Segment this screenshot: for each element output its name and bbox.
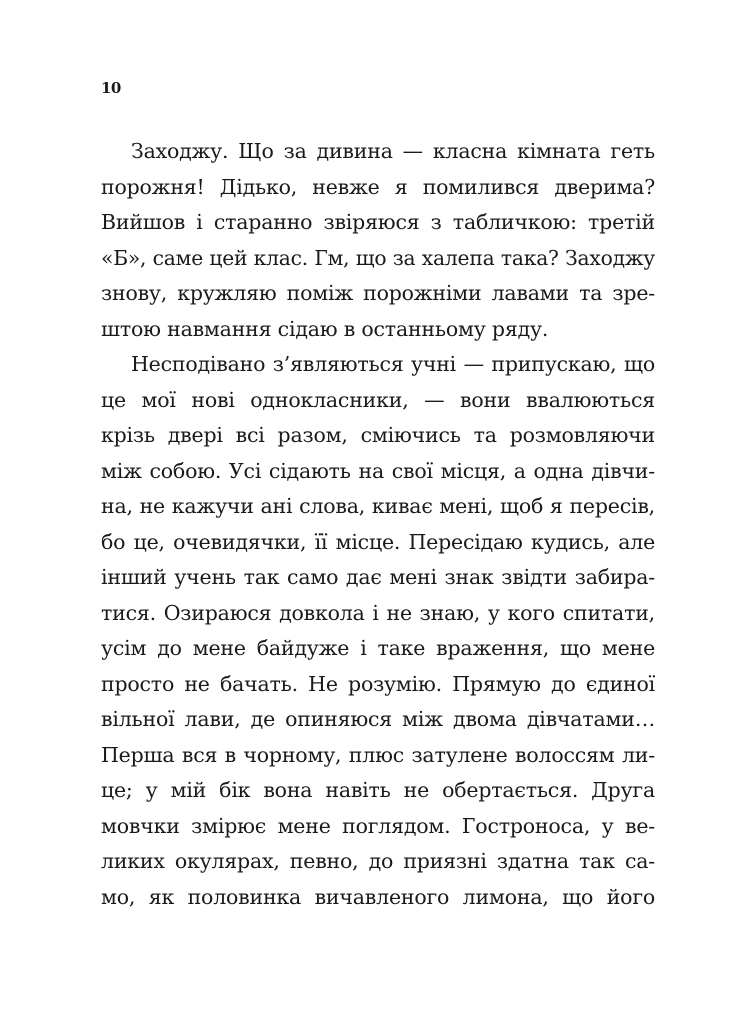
body-text	[101, 134, 655, 915]
text-line: мовчки змірює мене поглядом. Гостроноса, у ве-	[101, 813, 655, 838]
text-line: крізь двері всі разом, сміючись та розмовляючи	[101, 423, 655, 447]
text-line: ликих окулярах, певно, до приязні здатна так са-	[101, 849, 655, 873]
text-line: порожня! Дідько, невже я помилився дверима?	[101, 174, 655, 199]
text-line: знову, кружляю поміж порожніми лавами та зре-	[101, 281, 655, 305]
paragraph-2	[101, 347, 655, 915]
text-line: на, не кажучи ані слова, киває мені, щоб я пересів,	[101, 494, 655, 518]
text-line: вільної лави, де опиняюся між двома дівчатами…	[101, 707, 655, 731]
text-line: між собою. Усі сідають на свої місця, а одна дівчи-	[101, 458, 655, 483]
text-line: інший учень так само дає мені знак звідти забира-	[101, 565, 655, 589]
text-line: Вийшов і старанно звіряюся з табличкою: третій	[101, 210, 655, 234]
text-line: тися. Озираюся довкола і не знаю, у кого спитати,	[101, 600, 655, 625]
text-line: усім до мене байдуже і таке враження, що мене	[101, 636, 655, 660]
text-line: «Б», саме цей клас. Гм, що за халепа така? Заходжу	[101, 245, 655, 270]
text-line: це; у мій бік вона навіть не обертається. Друга	[101, 778, 655, 802]
text-line: бо це, очевидячки, її місце. Пересідаю кудись, але	[101, 529, 655, 554]
text-line: Заходжу. Що за дивина — класна кімната геть	[131, 139, 655, 163]
text-line: штою навмання сідаю в останньому ряду.	[101, 316, 549, 341]
text-line: це мої нові однокласники, — вони ввалюються	[101, 387, 655, 412]
text-line: Несподівано з’являються учні — припускаю, що	[131, 352, 655, 376]
text-line: Перша вся в чорному, плюс затулене волоссям ли-	[101, 742, 655, 767]
page-number: 10	[101, 79, 121, 97]
paragraph-1	[101, 134, 655, 347]
text-line: мо, як половинка вичавленого лимона, що його	[101, 884, 655, 909]
text-line: просто не бачать. Не розумію. Прямую до єдиної	[101, 671, 655, 696]
